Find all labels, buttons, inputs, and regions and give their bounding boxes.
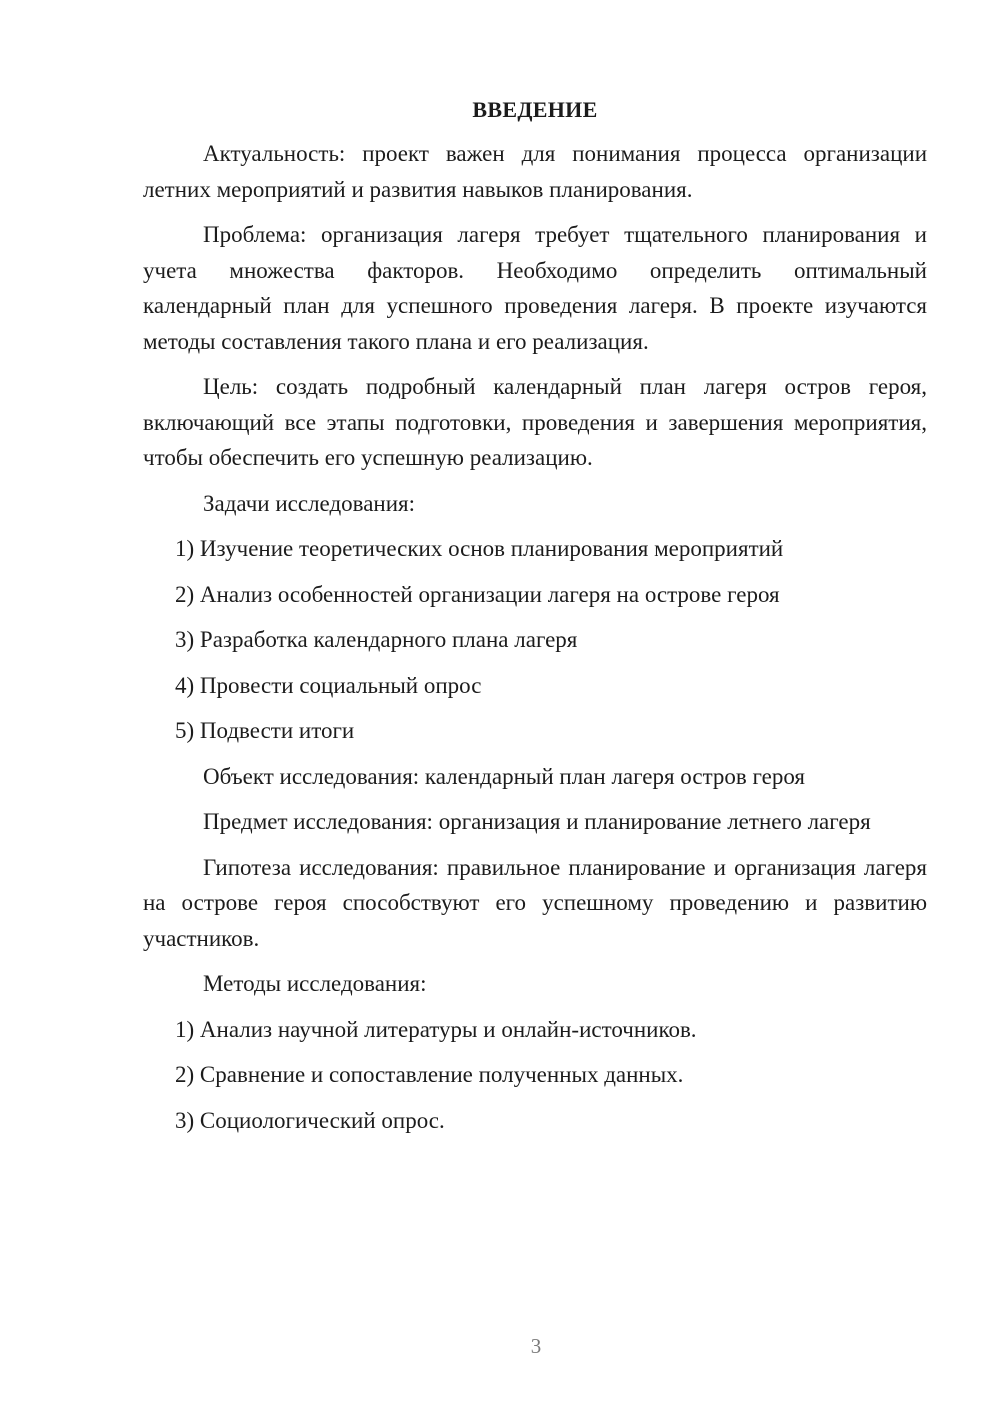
task-item: 1) Изучение теоретических основ планирования мероприятий (175, 536, 784, 561)
goal-paragraph: Цель: создать подробный календарный план лагеря остров героя, включающий все этапы подготовки, проведения и завершения мероприятия, чтобы обеспечить его успешную реализацию. (143, 374, 927, 470)
task-item: 3) Разработка календарного плана лагеря (175, 627, 578, 652)
method-item: 1) Анализ научной литературы и онлайн-источников. (175, 1016, 697, 1042)
task-item: 5) Подвести итоги (175, 718, 355, 743)
tasks-heading: Задачи исследования: (203, 490, 416, 516)
hypothesis-paragraph: Гипотеза исследования: правильное планирование и организация лагеря на острове героя способствуют его успешному проведению и развитию участников. (143, 854, 927, 951)
methods-heading: Методы исследования: (203, 971, 427, 996)
method-item: 2) Сравнение и сопоставление полученных данных. (175, 1062, 684, 1087)
page-content (143, 94, 927, 1148)
method-item: 3) Социологический опрос. (175, 1107, 445, 1133)
task-item: 4) Провести социальный опрос (175, 672, 482, 698)
page-number: 3 (530, 1334, 542, 1358)
section-title: ВВЕДЕНИЕ (472, 97, 598, 122)
task-item: 2) Анализ особенностей организации лагеря на острове героя (175, 581, 780, 607)
subject-paragraph: Предмет исследования: организация и планирование летнего лагеря (203, 809, 871, 834)
object-paragraph: Объект исследования: календарный план лагеря остров героя (203, 763, 805, 789)
relevance-paragraph: Актуальность: проект важен для понимания процесса организации летних мероприятий и развития навыков планирования. (143, 141, 927, 202)
problem-paragraph: Проблема: организация лагеря требует тщательного планирования и учета множества факторов. Необходимо определить оптимальный календарный план для успешного проведения лагеря. В проекте изучаются методы составления такого плана и его реализация. (143, 222, 927, 354)
